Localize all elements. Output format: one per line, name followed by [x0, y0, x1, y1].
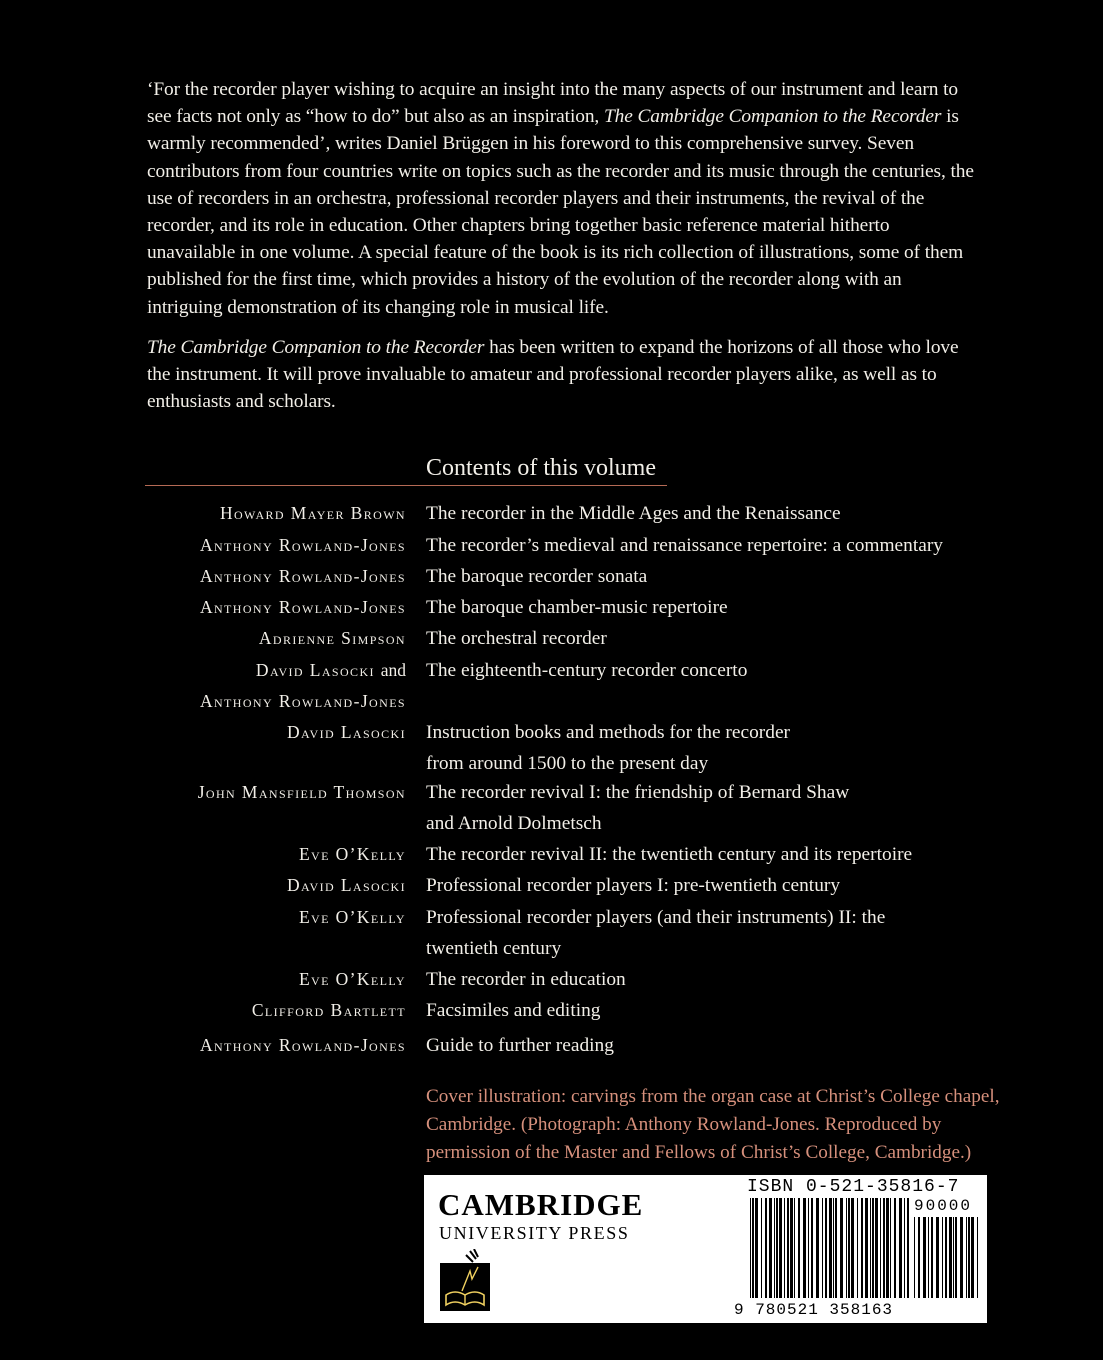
entry-author-second: Anthony Rowland-Jones [199, 691, 406, 711]
entry-author: Howard Mayer Brown [219, 503, 406, 523]
entry-title: Facsimiles and editing [426, 1000, 601, 1021]
entry-title: Professional recorder players (and their instruments) II: the [426, 907, 886, 928]
entry-author: David Lasocki [286, 875, 406, 895]
publisher-name: CAMBRIDGE [438, 1187, 644, 1222]
book-title-italic: The Cambridge Companion to the Recorder [603, 106, 942, 128]
entry-title: The recorder’s medieval and renaissance repertoire: a commentary [426, 535, 944, 556]
entry-author: John Mansfield Thomson [197, 782, 406, 802]
entry-title-continued: twentieth century [426, 938, 562, 959]
blurb-paragraph-1: ‘For the recorder player wishing to acquire an insight into the many aspects of our instrument and learn to see facts not only as “how to do” but also as an inspiration, The Cambridge Companion to the Recorder is warmly recommended’, writes Daniel Brüggen in his foreword to this comprehensive survey. Seven contributors from four countries write on topics such as the recorder and its music through the centuries, the use of recorders in an orchestra, professional recorder players and their instruments, the revival of the recorder, and its role in education. Other chapters bring together basic reference material hitherto unavailable in one volume. A special feature of the book is its rich collection of illustrations, some of them published for the first time, which provides a history of the evolution of the recorder along with an intriguing demonstration of its changing role in musical life. [147, 79, 974, 318]
addon-barcode-icon [914, 1217, 980, 1298]
entry-author: Anthony Rowland-Jones [199, 535, 406, 555]
cambridge-book-logo-icon [440, 1249, 490, 1311]
entry-title-continued: from around 1500 to the present day [426, 753, 709, 774]
entry-title: The recorder revival II: the twentieth century and its repertoire [426, 844, 913, 865]
barcode-icon [750, 1198, 910, 1298]
entry-author: David Lasocki [286, 722, 406, 742]
entry-author: Eve O’Kelly [298, 907, 406, 927]
entry-author: Clifford Bartlett [251, 1000, 406, 1020]
entry-title: Instruction books and methods for the recorder [426, 722, 791, 743]
entry-author: Eve O’Kelly [298, 969, 406, 989]
entry-title: The baroque recorder sonata [426, 566, 648, 587]
entry-title: Professional recorder players I: pre-twentieth century [426, 875, 841, 896]
entry-author: Anthony Rowland-Jones [199, 1035, 406, 1055]
isbn-number: ISBN 0-521-35816-7 [747, 1177, 960, 1197]
back-cover-blurb [147, 76, 977, 428]
cover-illustration-note: Cover illustration: carvings from the organ case at Christ’s College chapel, Cambridge. (Photograph: Anthony Rowland-Jones. Reproduced by permission of the Master and Fellows of Christ’s College, Cambridge.) [426, 1086, 1000, 1163]
entry-author: Adrienne Simpson [258, 628, 406, 648]
blurb-paragraph-2: The Cambridge Companion to the Recorder has been written to expand the horizons of all those who love the instrument. It will prove invaluable to amateur and professional recorder players alike, as well as to enthusiasts and scholars. [147, 336, 959, 413]
entry-author: Anthony Rowland-Jones [199, 566, 406, 586]
entry-title: The baroque chamber-music repertoire [426, 597, 728, 618]
contents-heading: Contents of this volume [426, 455, 656, 481]
entry-title: The recorder revival I: the friendship of Bernard Shaw [426, 782, 850, 803]
entry-title: The recorder in the Middle Ages and the Renaissance [426, 503, 841, 524]
entry-title: The recorder in education [426, 969, 626, 990]
entry-title: The eighteenth-century recorder concerto [426, 660, 748, 681]
entry-author: Anthony Rowland-Jones [199, 597, 406, 617]
entry-title: The orchestral recorder [426, 628, 607, 649]
contents-divider [145, 485, 667, 486]
entry-title-continued: and Arnold Dolmetsch [426, 813, 602, 834]
book-title-italic: The Cambridge Companion to the Recorder [147, 336, 485, 358]
barcode-panel [424, 1175, 987, 1323]
publisher-subtitle: UNIVERSITY PRESS [439, 1223, 630, 1243]
barcode-addon-number: 90000 [914, 1197, 973, 1215]
entry-title: Guide to further reading [426, 1035, 614, 1056]
ean-number: 9 780521 358163 [734, 1301, 894, 1319]
entry-author: David Lasocki and [255, 660, 406, 680]
entry-author: Eve O’Kelly [298, 844, 406, 864]
